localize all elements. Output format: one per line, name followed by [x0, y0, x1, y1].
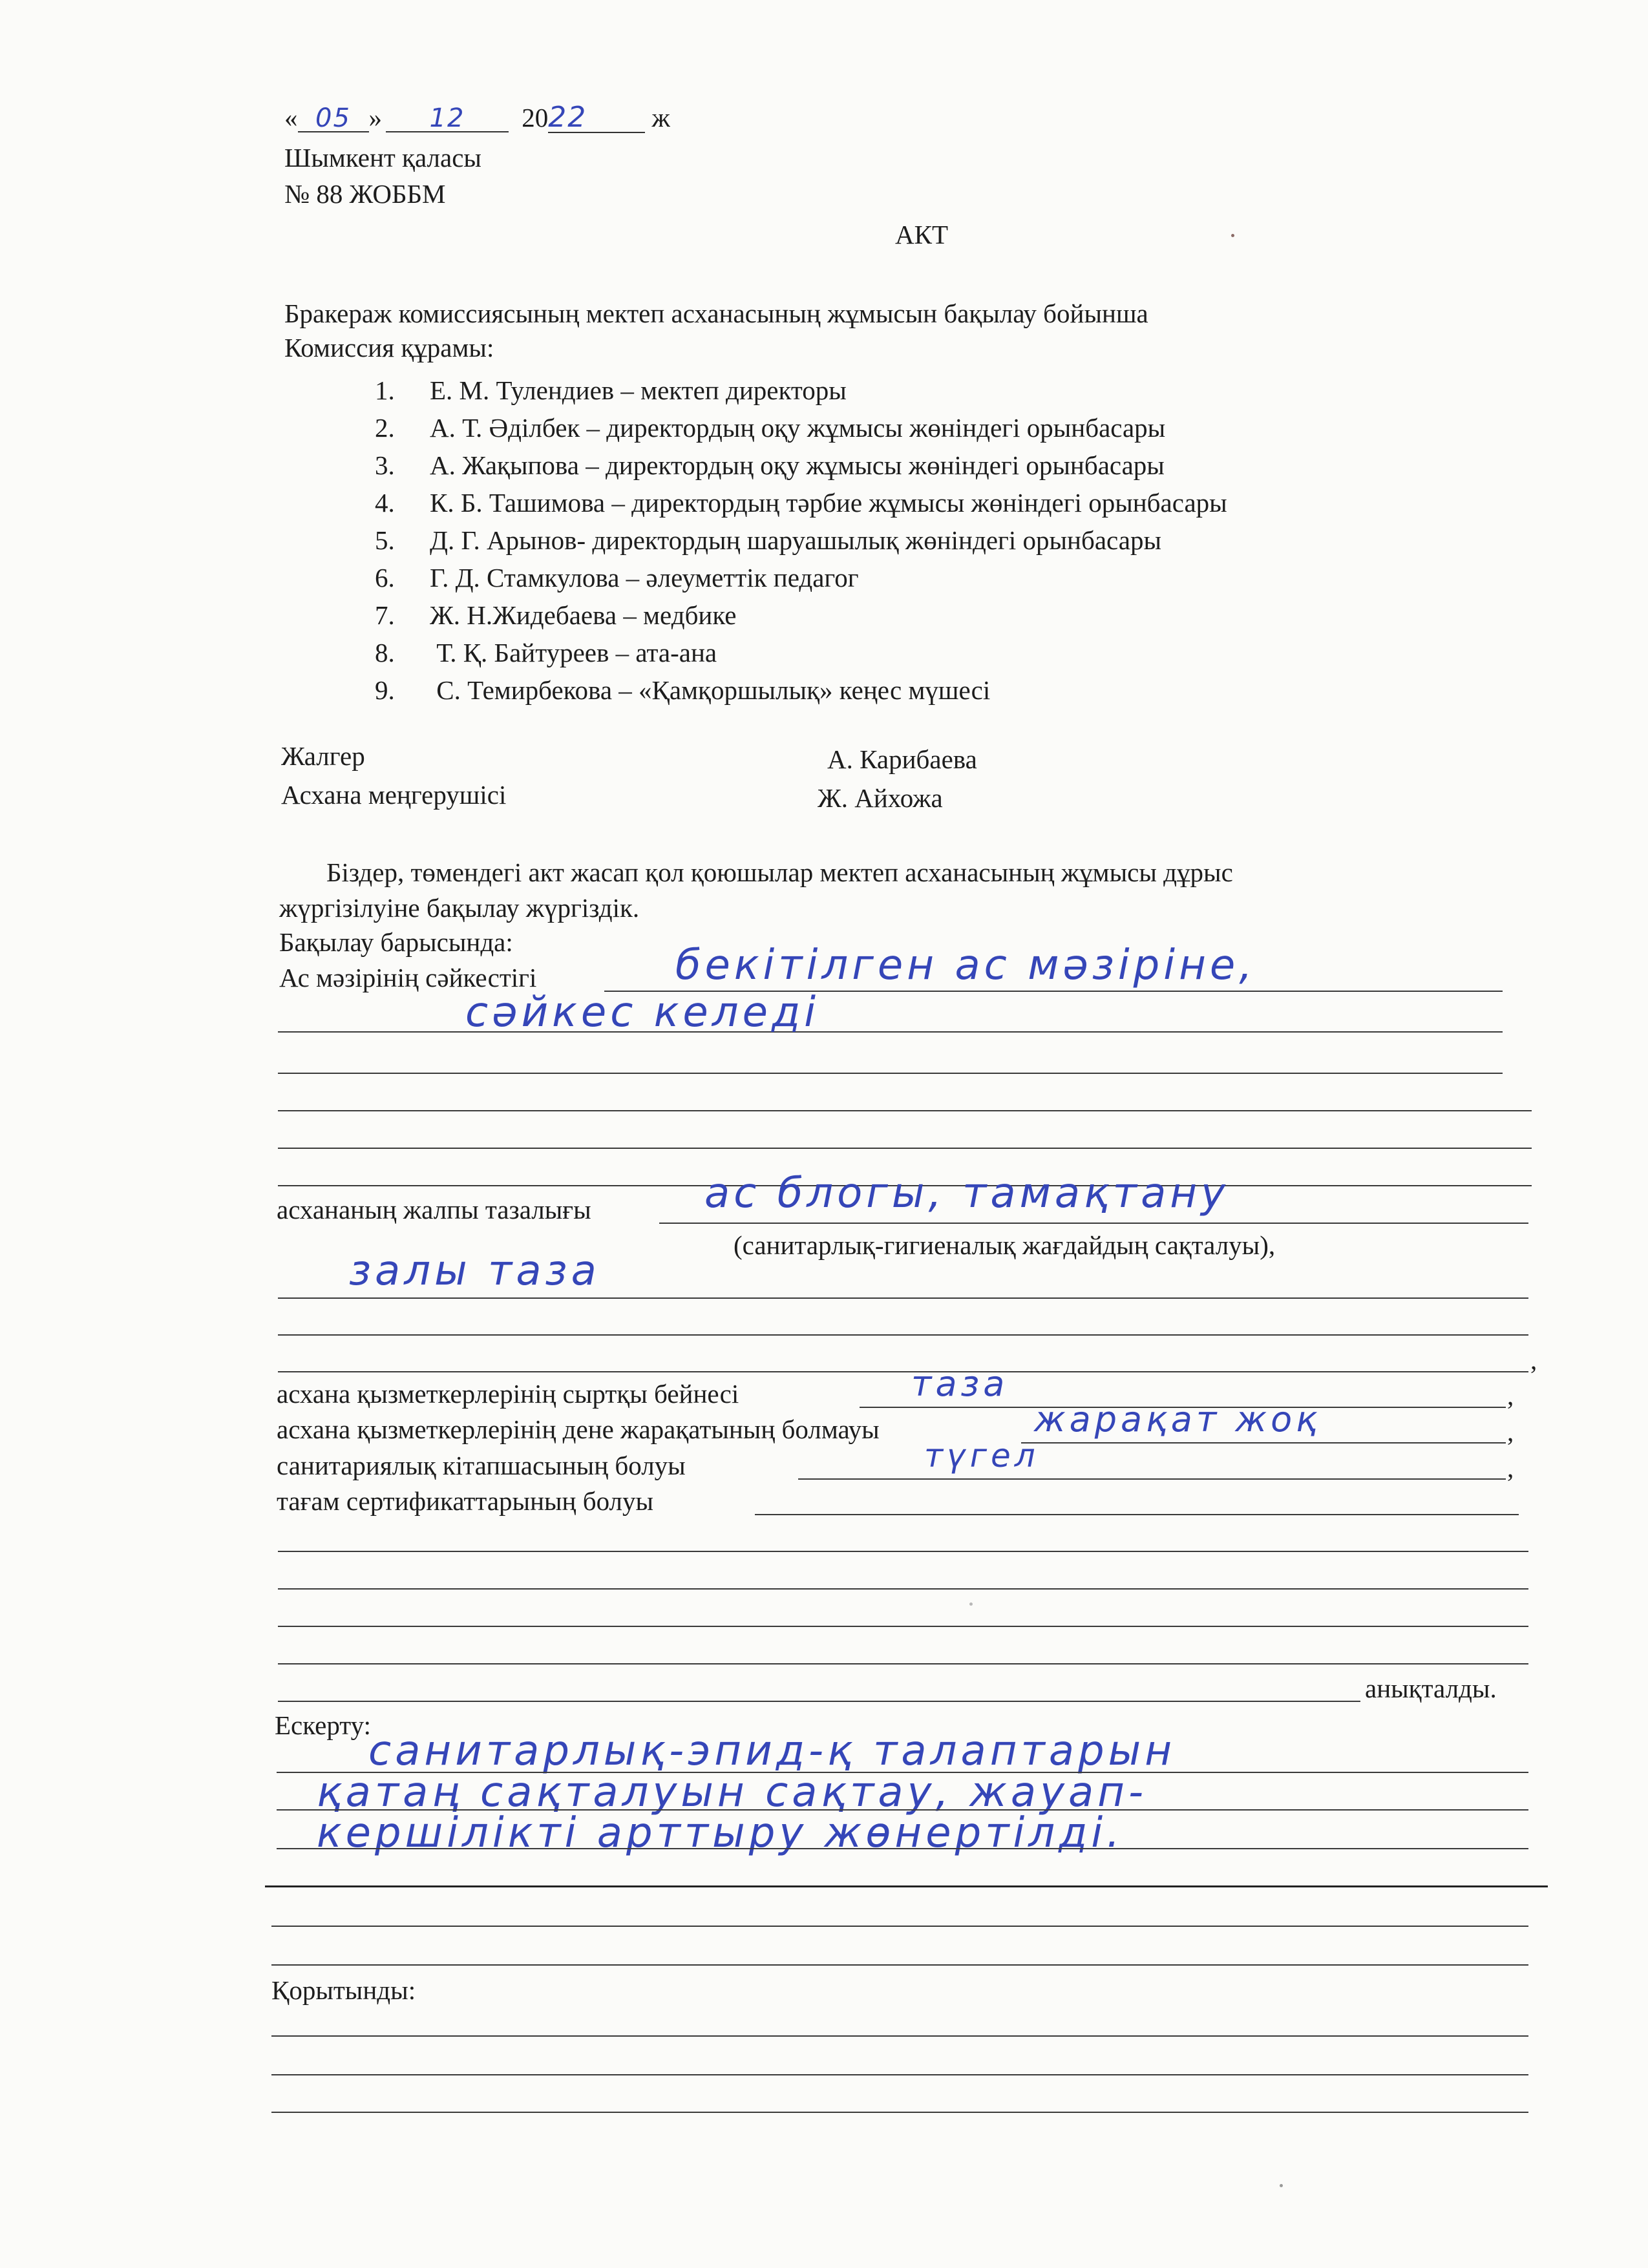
city: Шымкент қаласы: [284, 143, 481, 173]
note-line-3: [277, 1848, 1528, 1849]
cleanliness-line: [659, 1223, 1528, 1224]
blank-line: [271, 1964, 1528, 1966]
date-month: 12: [429, 103, 465, 133]
blank-line: [278, 1148, 1532, 1149]
certificates-label: тағам сертификаттарының болуы: [277, 1486, 654, 1516]
line-end-comma: ,: [1530, 1345, 1537, 1375]
appearance-handwriting: таза: [911, 1363, 1009, 1404]
injury-line: [1021, 1442, 1506, 1444]
blank-line: [278, 1701, 1360, 1702]
blank-line: [278, 1073, 1503, 1074]
determined-label: анықталды.: [1365, 1674, 1497, 1703]
blank-line: [278, 1297, 1528, 1299]
injury-label: асхана қызметкерлерінің дене жарақатының болмауы: [277, 1414, 880, 1444]
blank-line: [278, 1371, 1528, 1372]
school-name: № 88 ЖОББМ: [284, 179, 446, 209]
blank-line: [278, 1334, 1528, 1336]
appearance-label: асхана қызметкерлерінің сыртқы бейнесі: [277, 1379, 739, 1409]
cleanliness-note: (санитарлық-гигиеналық жағдайдың сақталуы),: [734, 1230, 1276, 1260]
line-end-comma: ,: [1507, 1453, 1514, 1483]
blank-line: [271, 2035, 1528, 2037]
intro-line-1: Бракераж комиссиясының мектеп асханасының жұмысын бақылау бойынша: [284, 299, 1148, 328]
year-suffix: 22: [548, 101, 587, 134]
scan-speck: [969, 1602, 973, 1606]
line-end-comma: ,: [1507, 1381, 1514, 1411]
date-day: 05: [315, 103, 351, 133]
intro-line-2: Комиссия құрамы:: [284, 333, 494, 362]
tenant-label: Жалгер: [281, 741, 365, 771]
list-item: 1. Е. М. Тулендиев – мектеп директоры: [375, 375, 847, 405]
sanitary-book-line: [798, 1478, 1506, 1480]
sanitary-book-handwriting: түгел: [924, 1437, 1039, 1475]
scan-speck: [1280, 2184, 1283, 2187]
manager-name: Ж. Айхожа: [818, 783, 943, 813]
date-line: [284, 103, 670, 133]
blank-line: [278, 1626, 1528, 1627]
manager-label: Асхана меңгерушісі: [281, 780, 507, 810]
blank-line: [278, 1110, 1532, 1111]
list-item: 6. Г. Д. Стамкулова – әлеуметтік педагог: [375, 563, 859, 593]
tenant-name: А. Карибаева: [827, 744, 977, 774]
note-handwriting-1: санитарлық-эпид-қ талаптарын: [368, 1727, 1176, 1775]
cleanliness-label: асхананың жалпы тазалығы: [277, 1195, 591, 1224]
menu-line-2: [278, 1031, 1503, 1033]
commission-members-list: [375, 372, 1227, 709]
list-item: 7. Ж. Н.Жидебаева – медбике: [375, 600, 737, 630]
date-close-quote: »: [368, 103, 382, 132]
list-item: 9. С. Темирбекова – «Қамқоршылық» кеңес мүшесі: [375, 675, 991, 705]
line-end-comma: ,: [1507, 1417, 1514, 1447]
cleanliness-handwriting-2: залы таза: [349, 1247, 600, 1295]
blank-line: [271, 1926, 1528, 1927]
paragraph-line-1: Біздер, төмендегі акт жасап қол қоюшылар мектеп асханасының жұмысы дұрыс: [326, 857, 1233, 887]
list-item: 3. А. Жақыпова – директордың оқу жұмысы жөніндегі орынбасары: [375, 450, 1165, 480]
sanitary-book-label: санитариялық кітапшасының болуы: [277, 1451, 686, 1480]
date-open-quote: «: [284, 103, 298, 132]
note-handwriting-2: қатаң сақталуын сақтау, жауап-: [317, 1769, 1148, 1816]
scan-speck: [1231, 234, 1234, 237]
blank-line: [271, 2074, 1528, 2075]
menu-handwriting-1: бекітілген ас мәзіріне,: [675, 941, 1256, 989]
menu-handwriting-2: сәйкес келеді: [465, 989, 820, 1036]
conclusion-label: Қорытынды:: [271, 1975, 416, 2005]
blank-line: [278, 1663, 1528, 1664]
blank-line: [278, 1588, 1528, 1590]
document-title: АКТ: [895, 220, 948, 249]
note-label: Ескерту:: [275, 1710, 372, 1740]
note-handwriting-3: кершілікті арттыру жөнертілді.: [317, 1809, 1124, 1857]
list-item: 2. А. Т. Әділбек – директордың оқу жұмысы жөніндегі орынбасары: [375, 413, 1166, 443]
blank-line: [278, 1551, 1528, 1552]
cleanliness-handwriting: ас блогы, тамақтану: [704, 1170, 1229, 1217]
year-prefix: 20: [522, 103, 549, 132]
list-item: 8. Т. Қ. Байтуреев – ата-ана: [375, 638, 717, 667]
certificates-line: [755, 1514, 1519, 1515]
blank-line: [271, 2112, 1528, 2113]
list-item: 5. Д. Г. Арынов- директордың шаруашылық жөніндегі орынбасары: [375, 525, 1162, 555]
paragraph-line-2: жүргізілуіне бақылау жүргіздік.: [279, 893, 640, 923]
list-item: 4. К. Б. Ташимова – директордың тәрбие жұмысы жөніндегі орынбасары: [375, 488, 1227, 518]
separator-line: [265, 1885, 1548, 1887]
observation-heading: Бақылау барысында:: [279, 927, 513, 957]
menu-compliance-label: Ас мәзірінің сәйкестігі: [279, 963, 537, 992]
year-mark: ж: [651, 103, 670, 132]
injury-handwriting: жарақат жоқ: [1034, 1399, 1321, 1440]
